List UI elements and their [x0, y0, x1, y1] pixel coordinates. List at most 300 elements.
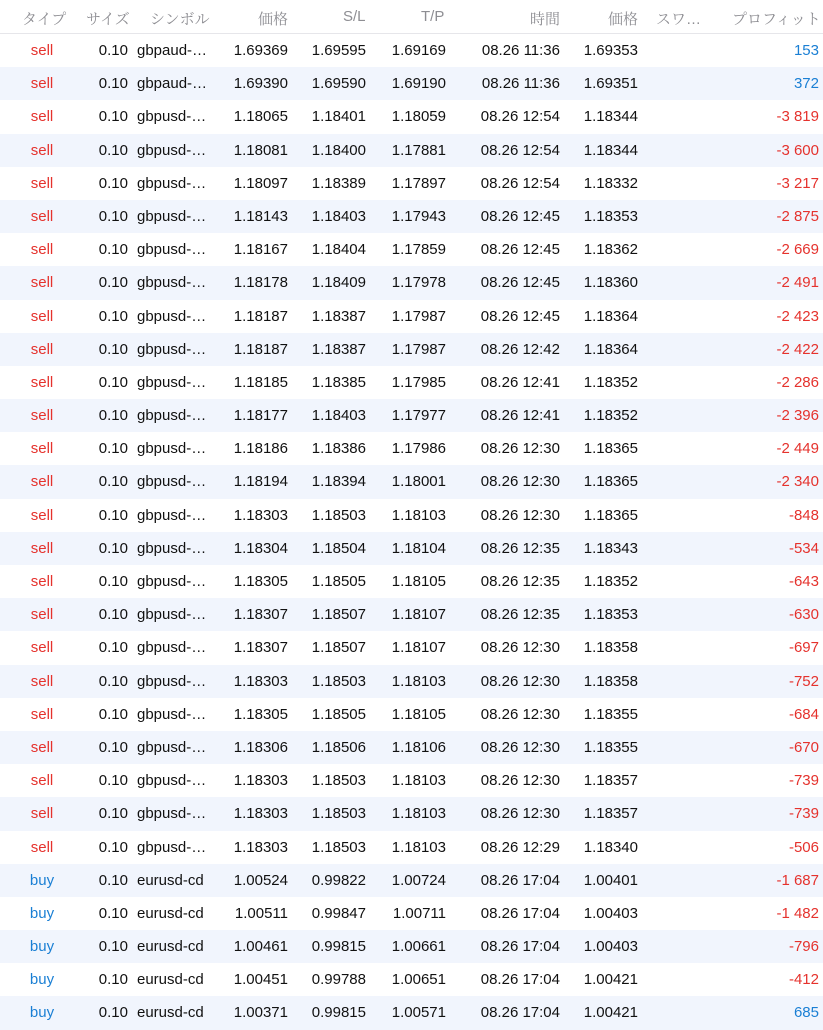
- size-cell: 0.10: [98, 340, 128, 358]
- time-cell: 08.26 12:30: [480, 473, 560, 491]
- sl-cell: 1.18503: [311, 838, 366, 856]
- table-row[interactable]: [0, 565, 823, 598]
- price-cell: 1.18306: [233, 738, 288, 756]
- price-cell: 1.18304: [233, 539, 288, 557]
- size-cell: 0.10: [98, 506, 128, 524]
- table-row[interactable]: [0, 897, 823, 930]
- profit-cell: -2 396: [776, 407, 819, 425]
- price-cell: 1.18065: [233, 108, 288, 126]
- time-cell: 08.26 12:30: [480, 440, 560, 458]
- price-cell: 1.18307: [233, 606, 288, 624]
- symbol-cell: gbpusd-…: [137, 772, 207, 790]
- price-cell: 1.18178: [233, 274, 288, 292]
- type-cell: buy: [29, 971, 55, 989]
- size-cell: 0.10: [98, 207, 128, 225]
- price-cell: 1.18305: [233, 705, 288, 723]
- tp-cell: 1.18107: [391, 639, 446, 657]
- type-cell: sell: [30, 606, 54, 624]
- table-row[interactable]: [0, 631, 823, 664]
- time-cell: 08.26 17:04: [480, 1004, 560, 1022]
- time-cell: 08.26 11:36: [481, 75, 560, 93]
- table-row[interactable]: [0, 831, 823, 864]
- size-cell: 0.10: [98, 1004, 128, 1022]
- time-cell: 08.26 12:45: [480, 307, 560, 325]
- time-cell: 08.26 12:54: [480, 174, 560, 192]
- tp-cell: 1.18105: [391, 573, 446, 590]
- current-price-cell: 1.18344: [583, 141, 638, 159]
- tp-cell: 1.69169: [391, 42, 446, 59]
- price-cell: 1.00511: [234, 904, 288, 922]
- profit-cell: -1 687: [776, 871, 819, 889]
- sl-cell: 1.18503: [311, 805, 366, 823]
- current-price-cell: 1.18365: [583, 473, 638, 491]
- symbol-cell: gbpusd-…: [137, 705, 207, 723]
- type-cell: sell: [30, 506, 54, 524]
- table-row[interactable]: [0, 333, 823, 366]
- price-cell: 1.18143: [233, 207, 288, 225]
- price-cell: 1.18081: [233, 141, 288, 159]
- type-cell: buy: [29, 1004, 55, 1022]
- time-cell: 08.26 12:30: [480, 639, 560, 657]
- type-cell: buy: [29, 904, 55, 922]
- time-cell: 08.26 12:35: [480, 539, 560, 557]
- size-cell: 0.10: [98, 108, 128, 126]
- size-cell: 0.10: [98, 440, 128, 458]
- tp-cell: 1.00724: [391, 871, 446, 889]
- table-row[interactable]: [0, 930, 823, 963]
- size-cell: 0.10: [98, 174, 128, 192]
- price-cell: 1.00461: [233, 938, 288, 956]
- size-cell: 0.10: [98, 938, 128, 956]
- table-body: [0, 34, 823, 1030]
- header-price[interactable]: 価格: [258, 11, 289, 28]
- table-row[interactable]: [0, 963, 823, 996]
- symbol-cell: gbpusd-…: [137, 738, 207, 756]
- table-row[interactable]: [0, 797, 823, 830]
- size-cell: 0.10: [98, 407, 128, 425]
- profit-cell: -412: [788, 971, 819, 989]
- type-cell: sell: [30, 407, 54, 425]
- type-cell: sell: [30, 141, 54, 159]
- profit-cell: -2 449: [776, 440, 819, 458]
- profit-cell: -697: [788, 639, 819, 657]
- sl-cell: 1.18503: [311, 772, 366, 790]
- current-price-cell: 1.00403: [583, 938, 638, 956]
- tp-cell: 1.17978: [391, 274, 446, 292]
- tp-cell: 1.17987: [391, 340, 446, 358]
- current-price-cell: 1.00403: [583, 904, 638, 922]
- current-price-cell: 1.18355: [583, 738, 638, 756]
- type-cell: sell: [30, 75, 54, 93]
- current-price-cell: 1.18365: [583, 506, 638, 524]
- symbol-cell: gbpusd-…: [137, 241, 207, 259]
- symbol-cell: gbpusd-…: [137, 340, 207, 358]
- symbol-cell: eurusd-cd: [137, 871, 204, 889]
- table-row[interactable]: [0, 698, 823, 731]
- symbol-cell: gbpusd-…: [137, 440, 207, 458]
- price-cell: 1.18186: [233, 440, 288, 458]
- price-cell: 1.18307: [233, 639, 288, 657]
- profit-cell: -2 286: [776, 373, 819, 391]
- price-cell: 1.18194: [233, 473, 288, 491]
- current-price-cell: 1.18352: [583, 407, 638, 425]
- size-cell: 0.10: [98, 971, 128, 989]
- sl-cell: 1.18507: [311, 639, 366, 657]
- header-symbol[interactable]: シンボル: [150, 11, 210, 28]
- type-cell: sell: [30, 573, 54, 590]
- symbol-cell: gbpusd-…: [137, 672, 207, 690]
- profit-cell: -739: [788, 805, 819, 823]
- profit-cell: -3 600: [776, 141, 819, 159]
- sl-cell: 1.18507: [311, 606, 366, 624]
- type-cell: sell: [30, 42, 54, 59]
- size-cell: 0.10: [98, 373, 128, 391]
- size-cell: 0.10: [98, 639, 128, 657]
- profit-cell: -752: [788, 672, 819, 690]
- sl-cell: 1.18403: [311, 207, 366, 225]
- type-cell: sell: [30, 539, 54, 557]
- table-header: [0, 0, 823, 34]
- tp-cell: 1.00571: [391, 1004, 446, 1022]
- current-price-cell: 1.00401: [583, 871, 638, 889]
- sl-cell: 1.18505: [311, 573, 366, 590]
- symbol-cell: gbpusd-…: [137, 606, 207, 624]
- size-cell: 0.10: [98, 473, 128, 491]
- tp-cell: 1.18106: [391, 738, 446, 756]
- tp-cell: 1.18103: [391, 838, 446, 856]
- tp-cell: 1.18059: [391, 108, 446, 126]
- sl-cell: 0.99847: [311, 904, 366, 922]
- time-cell: 08.26 12:30: [480, 705, 560, 723]
- header-sl[interactable]: S/L: [343, 8, 366, 25]
- time-cell: 08.26 17:04: [480, 904, 560, 922]
- current-price-cell: 1.69351: [583, 75, 638, 93]
- sl-cell: 1.18389: [311, 174, 366, 192]
- symbol-cell: gbpusd-…: [137, 274, 207, 292]
- type-cell: sell: [30, 473, 54, 491]
- time-cell: 08.26 12:42: [480, 340, 560, 358]
- current-price-cell: 1.18365: [583, 440, 638, 458]
- time-cell: 08.26 17:04: [480, 971, 560, 989]
- table-row[interactable]: [0, 266, 823, 299]
- type-cell: sell: [30, 207, 54, 225]
- current-price-cell: 1.18358: [583, 672, 638, 690]
- symbol-cell: gbpusd-…: [137, 108, 207, 126]
- profit-cell: -1 482: [776, 904, 819, 922]
- table-row[interactable]: [0, 598, 823, 631]
- profit-cell: -2 875: [776, 207, 819, 225]
- size-cell: 0.10: [98, 42, 128, 59]
- time-cell: 08.26 12:41: [480, 407, 560, 425]
- header-profit[interactable]: プロフィット: [732, 11, 821, 28]
- tp-cell: 1.17977: [391, 407, 446, 425]
- time-cell: 08.26 12:30: [480, 738, 560, 756]
- type-cell: sell: [30, 241, 54, 259]
- table-row[interactable]: [0, 34, 823, 67]
- table-row[interactable]: [0, 465, 823, 498]
- current-price-cell: 1.18352: [583, 373, 638, 391]
- tp-cell: 1.17897: [391, 174, 446, 192]
- price-cell: 1.18177: [233, 407, 288, 425]
- tp-cell: 1.18103: [391, 506, 446, 524]
- sl-cell: 0.99815: [311, 1004, 366, 1022]
- profit-cell: 153: [793, 42, 819, 59]
- symbol-cell: gbpusd-…: [137, 473, 207, 491]
- symbol-cell: gbpusd-…: [137, 838, 207, 856]
- type-cell: sell: [30, 838, 54, 856]
- table-row[interactable]: [0, 67, 823, 100]
- current-price-cell: 1.18358: [583, 639, 638, 657]
- tp-cell: 1.00711: [392, 904, 446, 922]
- size-cell: 0.10: [98, 871, 128, 889]
- current-price-cell: 1.18362: [583, 241, 638, 259]
- sl-cell: 1.18394: [311, 473, 366, 491]
- type-cell: sell: [30, 738, 54, 756]
- type-cell: sell: [30, 772, 54, 790]
- profit-cell: -848: [788, 506, 819, 524]
- sl-cell: 1.18401: [311, 108, 366, 126]
- symbol-cell: gbpusd-…: [137, 539, 207, 557]
- tp-cell: 1.18103: [391, 672, 446, 690]
- symbol-cell: gbpusd-…: [137, 506, 207, 524]
- time-cell: 08.26 12:41: [480, 373, 560, 391]
- sl-cell: 0.99788: [311, 971, 366, 989]
- table-row[interactable]: [0, 764, 823, 797]
- table-row[interactable]: [0, 366, 823, 399]
- current-price-cell: 1.18343: [583, 539, 638, 557]
- profit-cell: -3 819: [776, 108, 819, 126]
- sl-cell: 1.18503: [311, 506, 366, 524]
- profit-cell: -3 217: [776, 174, 819, 192]
- profit-cell: -2 422: [776, 340, 819, 358]
- size-cell: 0.10: [98, 838, 128, 856]
- current-price-cell: 1.18353: [583, 606, 638, 624]
- tp-cell: 1.18104: [391, 539, 446, 557]
- current-price-cell: 1.00421: [583, 971, 638, 989]
- symbol-cell: eurusd-cd: [137, 904, 204, 922]
- tp-cell: 1.00651: [391, 971, 446, 989]
- size-cell: 0.10: [98, 705, 128, 723]
- time-cell: 08.26 11:36: [481, 42, 560, 59]
- profit-cell: -534: [788, 539, 819, 557]
- current-price-cell: 1.18352: [583, 573, 638, 590]
- sl-cell: 1.18503: [311, 672, 366, 690]
- size-cell: 0.10: [98, 241, 128, 259]
- profit-cell: -2 669: [776, 241, 819, 259]
- time-cell: 08.26 12:29: [480, 838, 560, 856]
- symbol-cell: eurusd-cd: [137, 938, 204, 956]
- current-price-cell: 1.18360: [583, 274, 638, 292]
- profit-cell: -2 340: [776, 473, 819, 491]
- price-cell: 1.18187: [233, 307, 288, 325]
- price-cell: 1.18303: [233, 672, 288, 690]
- tp-cell: 1.18103: [391, 805, 446, 823]
- sl-cell: 1.18505: [311, 705, 366, 723]
- profit-cell: -630: [788, 606, 819, 624]
- type-cell: sell: [30, 440, 54, 458]
- price-cell: 1.18187: [233, 340, 288, 358]
- symbol-cell: gbpusd-…: [137, 174, 207, 192]
- price-cell: 1.18167: [233, 241, 288, 259]
- table-row[interactable]: [0, 399, 823, 432]
- symbol-cell: gbpaud-…: [137, 75, 208, 93]
- table-row[interactable]: [0, 100, 823, 133]
- tp-cell: 1.69190: [391, 75, 446, 93]
- type-cell: sell: [30, 340, 54, 358]
- type-cell: sell: [30, 307, 54, 325]
- symbol-cell: gbpusd-…: [137, 573, 207, 590]
- price-cell: 1.18305: [233, 573, 288, 590]
- time-cell: 08.26 12:54: [480, 141, 560, 159]
- sl-cell: 0.99822: [311, 871, 366, 889]
- time-cell: 08.26 12:30: [480, 772, 560, 790]
- size-cell: 0.10: [98, 738, 128, 756]
- profit-cell: -2 491: [776, 274, 819, 292]
- sl-cell: 1.18504: [311, 539, 366, 557]
- table-row[interactable]: [0, 532, 823, 565]
- header-time[interactable]: 時間: [530, 11, 561, 28]
- symbol-cell: gbpusd-…: [137, 373, 207, 391]
- table-row[interactable]: [0, 134, 823, 167]
- profit-cell: 685: [793, 1004, 819, 1022]
- time-cell: 08.26 17:04: [480, 938, 560, 956]
- sl-cell: 1.18385: [311, 373, 366, 391]
- tp-cell: 1.17986: [391, 440, 446, 458]
- table-row[interactable]: [0, 300, 823, 333]
- time-cell: 08.26 12:45: [480, 207, 560, 225]
- profit-cell: 372: [793, 75, 819, 93]
- type-cell: sell: [30, 274, 54, 292]
- size-cell: 0.10: [98, 606, 128, 624]
- time-cell: 08.26 17:04: [480, 871, 560, 889]
- current-price-cell: 1.18332: [583, 174, 638, 192]
- tp-cell: 1.17985: [391, 373, 446, 391]
- current-price-cell: 1.18364: [583, 307, 638, 325]
- symbol-cell: gbpusd-…: [137, 141, 207, 159]
- type-cell: buy: [29, 871, 55, 889]
- sl-cell: 1.18403: [311, 407, 366, 425]
- current-price-cell: 1.18357: [583, 772, 638, 790]
- type-cell: sell: [30, 108, 54, 126]
- current-price-cell: 1.18364: [583, 340, 638, 358]
- symbol-cell: gbpusd-…: [137, 639, 207, 657]
- tp-cell: 1.18105: [391, 705, 446, 723]
- table-row[interactable]: [0, 996, 823, 1029]
- symbol-cell: eurusd-cd: [137, 971, 204, 989]
- size-cell: 0.10: [98, 539, 128, 557]
- header-current-price[interactable]: 価格: [608, 11, 639, 28]
- tp-cell: 1.18001: [391, 473, 446, 491]
- price-cell: 1.18097: [233, 174, 288, 192]
- price-cell: 1.69390: [233, 75, 288, 93]
- type-cell: sell: [30, 705, 54, 723]
- price-cell: 1.00371: [233, 1004, 288, 1022]
- type-cell: buy: [29, 938, 55, 956]
- sl-cell: 1.69595: [311, 42, 366, 59]
- type-cell: sell: [30, 373, 54, 391]
- current-price-cell: 1.18344: [583, 108, 638, 126]
- table-row[interactable]: [0, 731, 823, 764]
- table-row[interactable]: [0, 233, 823, 266]
- sl-cell: 1.18409: [311, 274, 366, 292]
- size-cell: 0.10: [98, 274, 128, 292]
- size-cell: 0.10: [98, 904, 128, 922]
- sl-cell: 1.18404: [311, 241, 366, 259]
- header-tp[interactable]: T/P: [421, 8, 445, 25]
- time-cell: 08.26 12:30: [480, 506, 560, 524]
- tp-cell: 1.00661: [391, 938, 446, 956]
- type-cell: sell: [30, 805, 54, 823]
- price-cell: 1.18303: [233, 506, 288, 524]
- size-cell: 0.10: [98, 141, 128, 159]
- size-cell: 0.10: [98, 573, 128, 590]
- time-cell: 08.26 12:54: [480, 108, 560, 126]
- size-cell: 0.10: [98, 672, 128, 690]
- type-cell: sell: [30, 639, 54, 657]
- sl-cell: 1.18400: [311, 141, 366, 159]
- current-price-cell: 1.18340: [583, 838, 638, 856]
- table-row[interactable]: [0, 432, 823, 465]
- tp-cell: 1.18107: [391, 606, 446, 624]
- profit-cell: -643: [788, 573, 819, 590]
- sl-cell: 1.18506: [311, 738, 366, 756]
- profit-cell: -506: [788, 838, 819, 856]
- size-cell: 0.10: [98, 772, 128, 790]
- tp-cell: 1.17987: [391, 307, 446, 325]
- type-cell: sell: [30, 672, 54, 690]
- symbol-cell: gbpusd-…: [137, 207, 207, 225]
- table-row[interactable]: [0, 167, 823, 200]
- time-cell: 08.26 12:35: [480, 573, 560, 590]
- size-cell: 0.10: [98, 307, 128, 325]
- size-cell: 0.10: [98, 75, 128, 93]
- header-swap[interactable]: スワ…: [656, 11, 702, 28]
- profit-cell: -684: [788, 705, 819, 723]
- table-row[interactable]: [0, 665, 823, 698]
- sl-cell: 1.69590: [311, 75, 366, 93]
- time-cell: 08.26 12:35: [480, 606, 560, 624]
- table-row[interactable]: [0, 864, 823, 897]
- sl-cell: 1.18386: [311, 440, 366, 458]
- profit-cell: -796: [788, 938, 819, 956]
- type-cell: sell: [30, 174, 54, 192]
- tp-cell: 1.17943: [391, 207, 446, 225]
- time-cell: 08.26 12:30: [480, 805, 560, 823]
- time-cell: 08.26 12:45: [480, 274, 560, 292]
- header-type[interactable]: タイプ: [22, 11, 67, 28]
- table-row[interactable]: [0, 499, 823, 532]
- time-cell: 08.26 12:30: [480, 672, 560, 690]
- tp-cell: 1.18103: [391, 772, 446, 790]
- size-cell: 0.10: [98, 805, 128, 823]
- price-cell: 1.18303: [233, 805, 288, 823]
- price-cell: 1.69369: [233, 42, 288, 59]
- symbol-cell: gbpusd-…: [137, 307, 207, 325]
- symbol-cell: eurusd-cd: [137, 1004, 204, 1022]
- tp-cell: 1.17859: [391, 241, 446, 259]
- symbol-cell: gbpaud-…: [137, 42, 208, 59]
- tp-cell: 1.17881: [391, 141, 446, 159]
- profit-cell: -2 423: [776, 307, 819, 325]
- table-row[interactable]: [0, 200, 823, 233]
- sl-cell: 1.18387: [311, 340, 366, 358]
- profit-cell: -670: [788, 738, 819, 756]
- profit-cell: -739: [788, 772, 819, 790]
- price-cell: 1.00524: [233, 871, 288, 889]
- header-size[interactable]: サイズ: [86, 11, 130, 28]
- current-price-cell: 1.18357: [583, 805, 638, 823]
- current-price-cell: 1.69353: [583, 42, 638, 59]
